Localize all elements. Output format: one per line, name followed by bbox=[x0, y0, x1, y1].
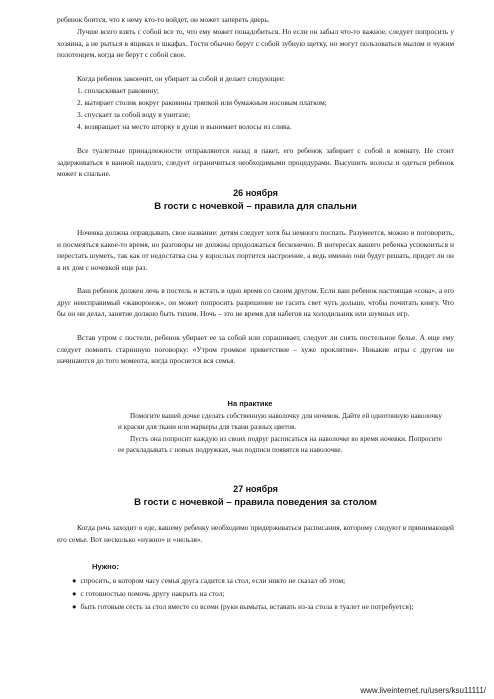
section-date: 27 ноября bbox=[233, 484, 278, 494]
bedroom-paragraph-1: Ночевка должна оправдывать свое название: детям следует хотя бы немного поспать. Разумеется, можно и поговорить, и посмеяться какое-то время, но разговоры не должны продолжаться бесконечно. В интересах вашего ребенка успокоиться и перестать шуметь, так как от недостатка сна у взрослых портится настроение, а ведь именно они будут решать, придет ли он в их дом с ночевкой еще раз. bbox=[57, 228, 454, 272]
list-item bbox=[72, 588, 456, 600]
list-item-text: с готовностью помочь другу накрыть на стол; bbox=[80, 589, 225, 598]
practice-title: На практике bbox=[227, 399, 273, 408]
bullet-icon: ● bbox=[72, 576, 77, 585]
bullet-icon: ● bbox=[72, 589, 77, 598]
step-item: 3. спускает за собой воду в унитазе; bbox=[77, 110, 191, 119]
toiletries-paragraph: Все туалетные принадлежности отправляются назад в пакет, его ребенок забирает с собой в комнату. Не стоит задерживаться в ванной надолго, следует ограничиться необходимыми процедурами. Высушить волосы и одеться ребенок может в спальне. bbox=[57, 146, 454, 179]
section-title: В гости с ночевкой – правила для спальни bbox=[154, 201, 357, 212]
intro-paragraph-2: Лучше всего взять с собой все то, что ему может понадобиться. Но если он забыл что-то важное, следует попросить у хозяина, а не рыться в ящиках и шкафах. Гости обычно берут с собой зубную щетку, но могут пользоваться мылом и чужим полотенцем, когда не берут с собой свое. bbox=[57, 27, 454, 60]
section-title: В гости с ночевкой – правила поведения за столом bbox=[134, 497, 377, 508]
practice-paragraph-2: Пусть она попросит каждую из своих подруг расписаться на наволочке во время ночевки. Попросите ее раскладывать с новых подружках, чьи подписи появятся на наволочке. bbox=[118, 435, 442, 455]
steps-lead: Когда ребенок закончит, он убирает за собой и делает следующее: bbox=[77, 74, 285, 83]
list-item bbox=[72, 601, 456, 613]
bullet-icon: ● bbox=[72, 602, 77, 611]
bedroom-paragraph-3: Встав утром с постели, ребенок убирает ее за собой или спрашивает, следует ли снять постельное белье. А еще ему следует помнить старинную поговорку: «Утром громкое приветствие – хуже проклятия». Никакие игры с другом не начинаются до того момента, когда проснется вся семья. bbox=[57, 333, 454, 366]
section-date: 26 ноября bbox=[233, 188, 278, 198]
table-paragraph: Когда речь заходит о еде, вашему ребенку необходимо придерживаться расписания, которому следуют в принимающей его семье. Вот несколько «нужно» и «нельзя». bbox=[57, 523, 454, 544]
list-item-text: быть готовым сесть за стол вместе со всеми (руки вымыты, вставать из-за стола в туалет не потребуется); bbox=[80, 602, 414, 611]
bedroom-paragraph-2: Ваш ребенок должен лечь в постель и встать в одно время со своим другом. Если ваш ребенок настоящая «сова», а его друг неисправимый «жаворонок», он может попросить разрешение не гасить свет чуть дольше, чтобы почитать книгу. Что бы он ни делал, занятие должно быть тихим. Ночь – это не время для набегов на холодильник или шумных игр. bbox=[57, 286, 454, 319]
practice-paragraph-1: Помогите вашей дочке сделать собственную наволочку для ночевок. Дайте ей однотонную наволочку и краски для ткани или маркеры для ткани разных цветов. bbox=[118, 412, 442, 432]
step-item: 1. споласкивает раковину; bbox=[77, 86, 159, 95]
step-item: 2. вытирает столик вокруг раковины тряпкой или бумажным носовым платком; bbox=[77, 98, 327, 107]
source-url: www.liveinternet.ru/users/ksu11111/ bbox=[360, 686, 486, 695]
list-item bbox=[72, 575, 456, 587]
step-item: 4. возвращает на место шторку в душе и вынимает волосы из слива. bbox=[77, 122, 292, 131]
needs-title: Нужно: bbox=[92, 562, 119, 571]
intro-paragraph-1: ребенок боится, что к нему кто-то войдет, он может запереть дверь. bbox=[57, 15, 270, 24]
list-item-text: спросить, в котором часу семья друга садится за стол, если никто не сказал об этом; bbox=[80, 576, 346, 585]
